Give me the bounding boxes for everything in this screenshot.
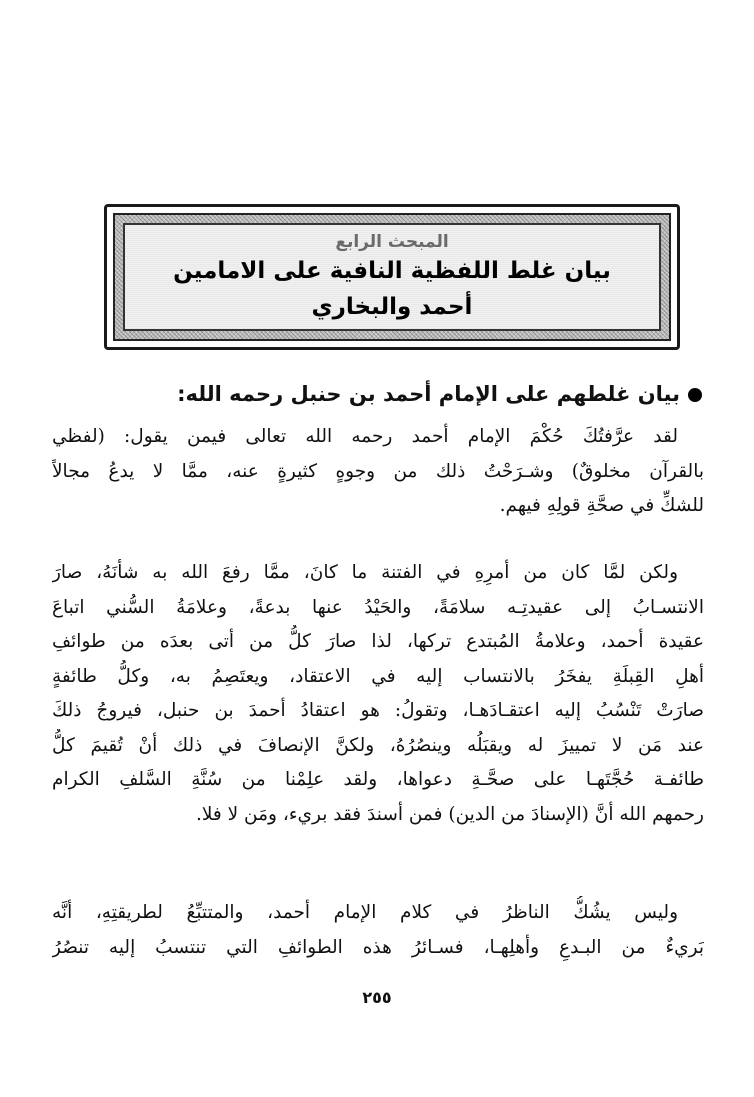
chapter-label: المبحث الرابع: [335, 232, 449, 252]
chapter-title-line-1: بيان غلط اللفظية النافية على الامامين: [173, 258, 611, 284]
paragraph-line: أهلِ القِبلَةِ يفخَرُ بالانتساب إليه في الاعتقاد، ويعتَصِمُ به، وكلُّ طائفةٍ: [52, 665, 704, 687]
paragraph-line: الانتسـابُ إلى عقيدتِـه سلامَةً، والحَيْدُ عنها بدعةً، وعلامَةُ السُّني اتباعَ: [52, 596, 704, 618]
paragraph-line: عقيدة أحمد، وعلامةُ المُبتدع تركها، لذا صارَ كلُّ من أتى بعدَه من طوائفِ: [52, 631, 704, 652]
paragraph-line: عند مَن لا تمييزَ له ويقبَلُه وينصُرُهُ، ولكنَّ الإنصافَ في ذلك أنْ تُقيمَ كلُّ: [52, 734, 704, 756]
paragraph-line: صارَتْ تَنْسُبُ إليه اعتقـادَهـا، وتقولُ: هو اعتقادُ أحمدَ بن حنبل، فيروجُ ذلكَ: [52, 700, 704, 721]
bullet-icon: [688, 388, 702, 402]
title-frame-pattern: [113, 213, 671, 341]
section-heading-text: بيان غلطهم على الإمام أحمد بن حنبل رحمه الله:: [177, 382, 680, 406]
paragraph-line: للشكِّ في صحَّةِ قولِهِ فيهم.: [499, 495, 704, 516]
chapter-title-frame: [104, 204, 680, 350]
paragraph-line: ولكن لمَّا كان من أمرِهِ في الفتنة ما كانَ، ممَّا رفعَ الله به شأنَهُ، صارَ: [52, 562, 678, 583]
paragraph-2: [52, 556, 704, 832]
page-number: ٢٥٥: [362, 988, 392, 1007]
paragraph-line: بالقرآن مخلوقٌ) وشـرَحْتُ ذلك من وجوهٍ كثيرةٍ عنه، ممَّا لا يدعُ مجالاً: [52, 460, 704, 482]
chapter-title-line-2: أحمد والبخاري: [311, 294, 473, 320]
paragraph-3: [52, 896, 704, 965]
paragraph-line: لقد عرَّفتُكَ حُكْمَ الإمام أحمد رحمه الله تعالى فيمن يقول: (لفظي: [52, 426, 678, 447]
paragraph-line: وليس يشُكُّ الناظرُ في كلام الإمام أحمد، والمتتبِّعُ لطريقتِهِ، أنَّه: [52, 902, 678, 923]
section-heading: [52, 376, 702, 412]
paragraph-1: [52, 420, 704, 524]
paragraph-line: رحمهم الله أنَّ (الإسنادَ من الدين) فمن أسندَ فقد بريء، ومَن لا فلا.: [195, 803, 704, 825]
paragraph-line: طائفـة حُجَّتَهـا على صحَّـةِ دعواها، ولقد علِمْنا من سُنَّةِ السَّلفِ الكرام: [52, 769, 704, 790]
title-panel: [123, 223, 661, 331]
paragraph-line: بَريءٌ من البـدعِ وأهلِهـا، فسـائرُ هذه الطوائفِ التي تنتسبُ إليه تنصُرُ: [52, 936, 704, 958]
